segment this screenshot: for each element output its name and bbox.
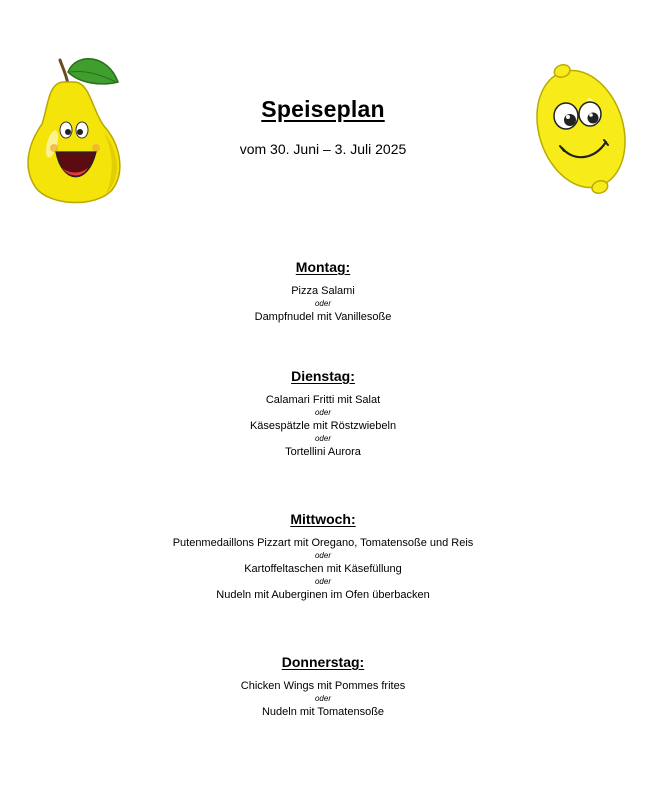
date-range: vom 30. Juni – 3. Juli 2025 [239, 141, 407, 157]
dish-item: Putenmedaillons Pizzart mit Oregano, Tomatensoße und Reis [172, 537, 474, 549]
day-name: Donnerstag: [281, 654, 365, 670]
pear-mascot-icon [18, 52, 130, 208]
dish-item: Kartoffeltaschen mit Käsefüllung [244, 563, 402, 575]
day-name: Mittwoch: [290, 511, 356, 527]
dish-item: Nudeln mit Tomatensoße [261, 706, 385, 718]
day-block-donnerstag [0, 653, 646, 719]
day-name: Dienstag: [291, 368, 355, 384]
oder-separator: oder [314, 434, 331, 443]
day-block-montag [0, 258, 646, 324]
dish-item: Käsespätzle mit Röstzwiebeln [249, 420, 397, 432]
page-title: Speiseplan [261, 96, 385, 122]
dish-item: Dampfnudel mit Vanillesoße [254, 311, 392, 323]
day-block-dienstag [0, 367, 646, 459]
dish-item: Pizza Salami [291, 285, 355, 297]
day-block-mittwoch [0, 510, 646, 602]
oder-separator: oder [314, 551, 331, 560]
day-name: Montag: [295, 259, 351, 275]
oder-separator: oder [314, 299, 331, 308]
dish-item: Nudeln mit Auberginen im Ofen überbacken [216, 589, 430, 601]
oder-separator: oder [314, 577, 331, 586]
oder-separator: oder [314, 408, 331, 417]
lemon-mascot-icon [522, 58, 640, 200]
dish-item: Calamari Fritti mit Salat [265, 394, 381, 406]
oder-separator: oder [314, 694, 331, 703]
dish-item: Chicken Wings mit Pommes frites [240, 680, 406, 692]
dish-item: Tortellini Aurora [285, 446, 361, 458]
